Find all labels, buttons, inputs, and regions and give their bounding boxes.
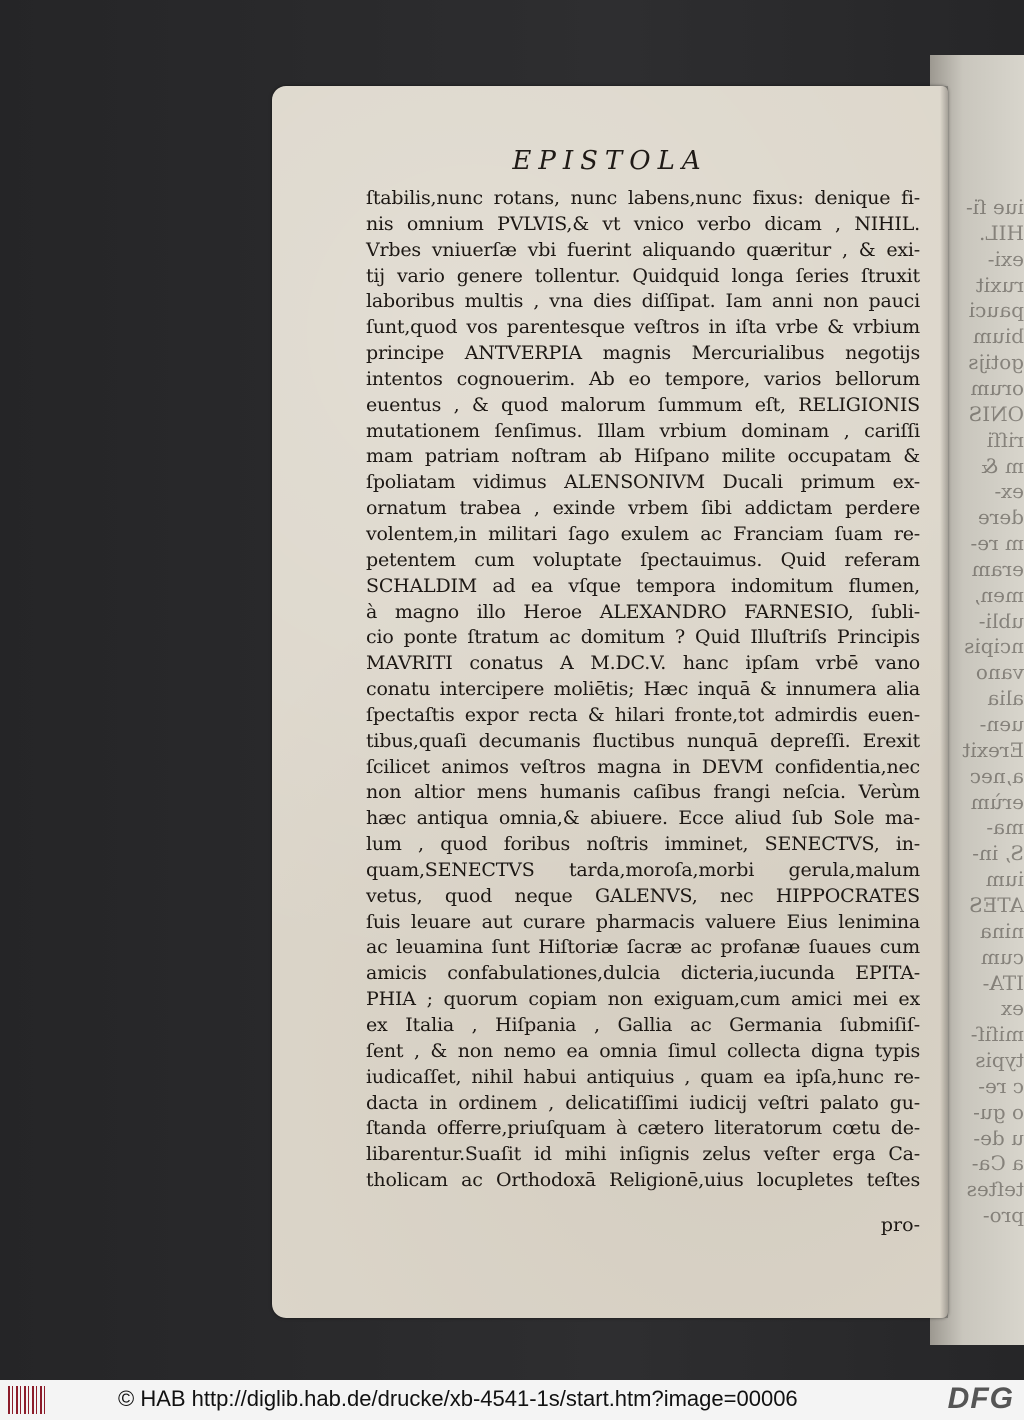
text-line: petentem cum voluptate ſpectauimus. Quid referam [366, 548, 920, 571]
bleed-line: erùm [970, 789, 1024, 814]
bleed-line: a Ca- [971, 1151, 1024, 1176]
text-line: Vrbes vniuerſæ vbi fuerint aliquando quæritur , & exi- [366, 238, 920, 261]
bleed-line: riſſi [986, 427, 1024, 452]
text-line: PHIA ; quorum copiam non exiguam,cum amici mei ex [366, 988, 920, 1011]
text-line: ex Italia , Hiſpania , Gallia ac Germania ſubmiſiſ- [366, 1014, 920, 1036]
bleed-line: eram [971, 556, 1024, 581]
text-line: ſtabilis,nunc rotans, nunc labens,nunc fixus: denique fi- [366, 187, 920, 209]
bleed-line: typis [975, 1048, 1024, 1073]
catchword: pro- [880, 1214, 920, 1236]
bleed-line: ma- [986, 815, 1024, 840]
text-line: ſent , & non nemo ea omnia ſimul collecta digna typis [366, 1039, 920, 1062]
text-line: quam,SENECTVS tarda,moroſa,morbi gerula,malum [366, 858, 920, 881]
text-line: ſcilicet animos veſtros magna in DEVM confidentia,nec [366, 755, 920, 778]
bleed-line: ex- [994, 479, 1024, 504]
dfg-logo: DFG [947, 1382, 1014, 1415]
bleed-line: pro- [982, 1203, 1024, 1228]
text-line: cio ponte ſtratum ac domitum ? Quid Illuſtriſs Principis [366, 626, 920, 649]
text-line: tij vario genere tollentur. Quidquid longa ſeries ſtruxit [366, 264, 920, 287]
bleed-line: bium [972, 324, 1024, 349]
text-line: ſtanda offerre,priuſquam à cætero literatorum cœtu de- [366, 1117, 920, 1140]
bleed-line: S, in- [972, 841, 1024, 866]
text-line: mutationem ſenſimus. Illam vrbium dominam , cariſſi [366, 419, 920, 442]
text-line: iudicaſſet, nihil habui antiquius , quam ea ipſa,hunc re- [366, 1065, 920, 1088]
text-line: amicis confabulationes,dulcia dicteria,iucunda EPITA- [366, 962, 920, 985]
text-line: principe ANTVERPIA magnis Mercurialibus negotijs [366, 342, 920, 365]
footer-copyright: © HAB http://diglib.hab.de/drucke/xb-4541-1s/start.htm?image=00006 [118, 1386, 798, 1411]
text-line: lum , quod foribus noſtris imminet, SENECTVS, in- [366, 833, 920, 856]
text-line: vetus, quod neque GALENVS, nec HIPPOCRATES [366, 884, 920, 907]
bleed-line: vano [975, 660, 1024, 685]
bleed-line: Erexit [962, 737, 1024, 762]
bleed-line: a,nec [969, 763, 1024, 788]
text-line: dacta in ordinem , delicatiſſimi iudicij veſtri palato gu- [366, 1091, 920, 1114]
text-line: hæc antiqua omnia,& abiuere. Ecce aliud ſub Sole ma- [366, 807, 920, 830]
bleed-line: o gu- [973, 1099, 1024, 1124]
bleed-line: alia [987, 686, 1024, 711]
bleed-line: ncipis [964, 634, 1024, 659]
bleed-line: u de- [973, 1125, 1024, 1150]
text-line: SCHALDIM ad ea vſque tempora indomitum flumen, [366, 574, 920, 597]
text-line: MAVRITI conatus A M.DC.V. hanc ipſam vrbē vano [366, 652, 920, 675]
bleed-line: ATES [969, 892, 1024, 917]
bleed-line: uen- [979, 712, 1024, 736]
book-page [272, 86, 948, 1318]
bleed-line: ONIS [968, 401, 1024, 426]
text-line: ſuis leuare aut curare pharmacis valuere Eius lenimina [366, 910, 920, 933]
text-line: volentem,in militari ſago exulem ac Franciam ſuam re- [366, 522, 920, 545]
text-line: ſpectaſtis expor recta & hilari fronte,tot admirdis euen- [366, 703, 920, 726]
running-head: EPISTOLA [512, 146, 708, 176]
text-line: ac leuamina ſunt Hiſtoriæ ſacræ ac profanæ ſuaues cum [366, 936, 920, 959]
bleed-line: men, [973, 582, 1024, 607]
text-line: libarentur.Suaſit id mihi inſignis zelus veſter erga Ca- [366, 1143, 920, 1166]
bleed-line: ITA- [982, 970, 1024, 995]
bleed-line: dere [977, 505, 1024, 530]
text-line: tholicam ac Orthodoxā Religionē,uius locupletes teſtes [366, 1169, 920, 1192]
text-line: nis omnium PVLVIS,& vt vnico verbo dicam , NIHIL. [366, 212, 920, 235]
text-line: laboribus multis , vna dies diſſipat. Iam anni non pauci [366, 290, 920, 313]
text-line: tibus,quaſi decumanis fluctibus nunquā depreſſi. Erexit [366, 729, 920, 752]
footer-bar [0, 1380, 1024, 1420]
bleed-line: pauci [968, 298, 1024, 323]
bleed-line: teſtes [966, 1177, 1024, 1202]
page-gutter-shadow [940, 86, 948, 1318]
bleed-line: c re- [978, 1073, 1024, 1098]
bleed-line: HIL. [979, 220, 1024, 245]
bleed-line: m & [980, 453, 1024, 478]
bleed-line: iue ſi- [965, 195, 1024, 219]
text-line: non altior mens humanis caſibus frangi neſcia. Verùm [366, 781, 920, 804]
text-line: à magno illo Heroe ALEXANDRO FARNESIO, ſubli- [366, 600, 920, 623]
text-line: ſunt,quod vos parentesque veſtros in iſta vrbe & vrbium [366, 316, 920, 339]
text-line: mam patriam noſtram ab Hiſpano milite occupatam & [366, 445, 920, 468]
bleed-line: nina [979, 918, 1024, 943]
hab-logo-icon [8, 1386, 48, 1414]
text-line: ornatum trabea , exinde vrbem ſibi addictam perdere [366, 497, 920, 520]
bleed-line: gotijs [968, 350, 1024, 375]
text-line: euentus , & quod malorum ſummum eſt, RELIGIONIS [366, 393, 920, 416]
bleed-line: ium [985, 867, 1024, 892]
bleed-line: miſiſ- [970, 1022, 1024, 1047]
text-line: intentos cognouerim. Ab eo tempore, varios bellorum [366, 367, 920, 390]
bleed-line: m re- [970, 531, 1024, 556]
page-text-block [366, 186, 920, 1194]
bleed-line: orum [970, 375, 1024, 400]
text-line: ſpoliatam vidimus ALENSONIVM Ducali primum ex- [366, 471, 920, 494]
bleed-line: cum [980, 944, 1024, 969]
bleed-line: ruxit [975, 272, 1024, 297]
bleed-line: ubli- [978, 608, 1024, 633]
bleed-line: ex [1000, 996, 1024, 1021]
bleed-line: exi- [987, 246, 1024, 271]
text-line: conatu intercipere moliētis; Hæc inquā & innumera alia [366, 678, 920, 701]
